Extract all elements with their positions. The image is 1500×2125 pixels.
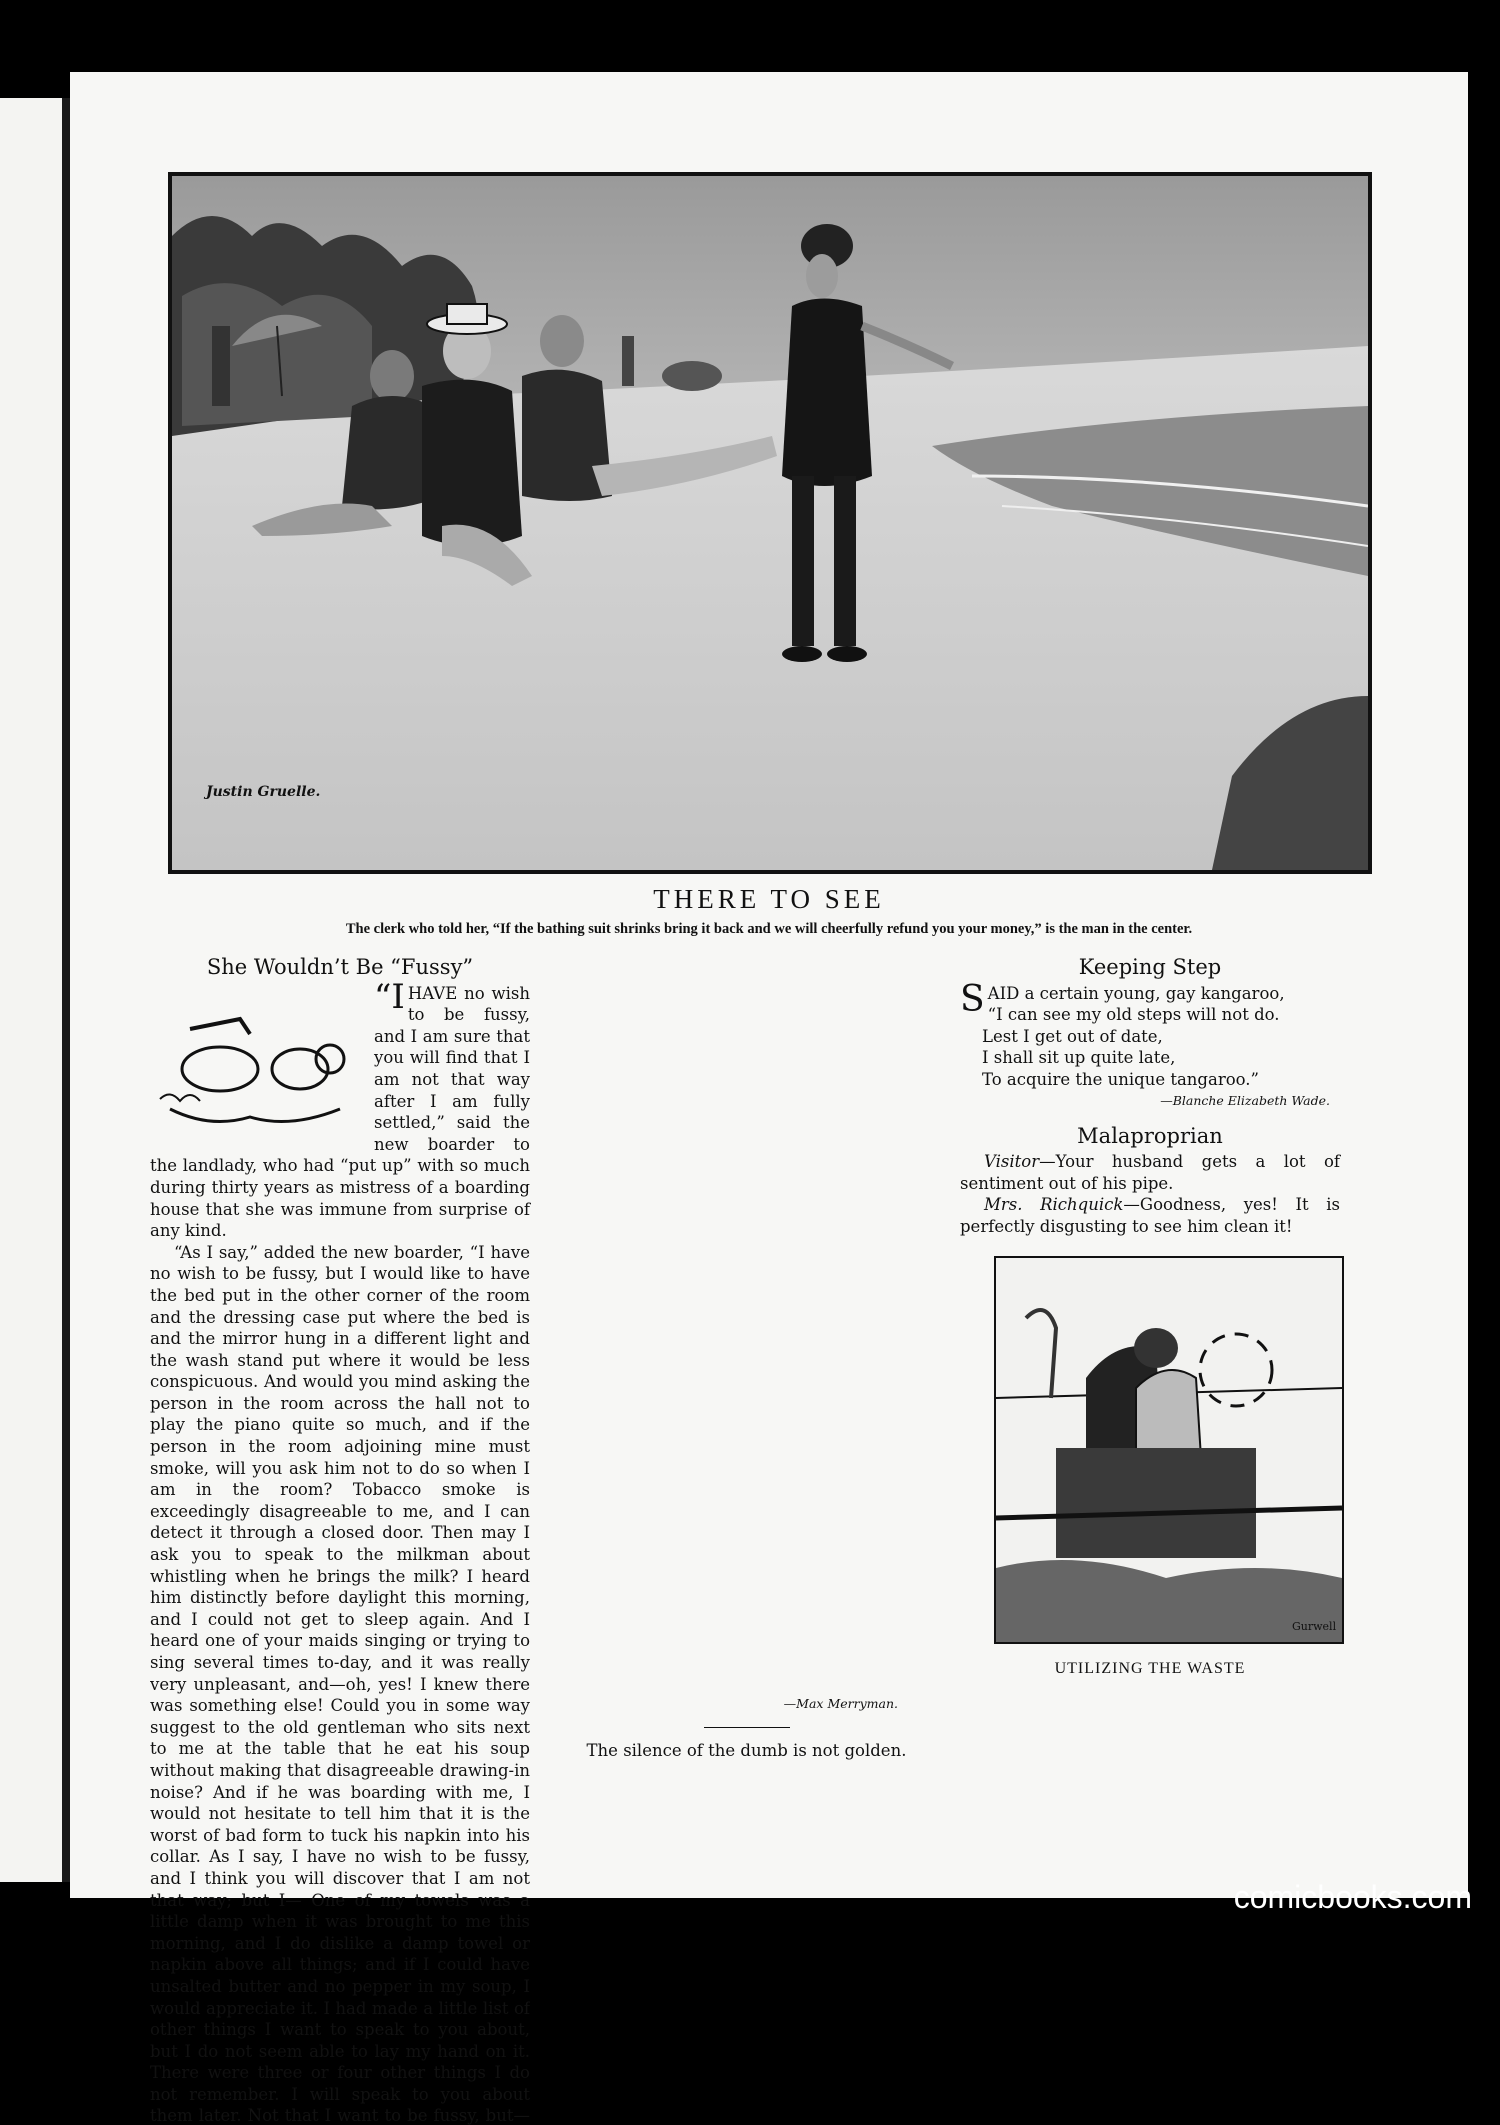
poem-line: “I can see my old steps will not do. bbox=[987, 1005, 1280, 1025]
joke-dialog bbox=[960, 1151, 1340, 1237]
beach-scene-drawing bbox=[172, 176, 1368, 870]
poem-line: I shall sit up quite late, bbox=[982, 1048, 1176, 1068]
artist-signature: Justin Gruelle. bbox=[206, 784, 321, 800]
poem-byline: —Blanche Elizabeth Wade. bbox=[1160, 1093, 1330, 1109]
joke-heading: Malaproprian bbox=[1077, 1123, 1223, 1148]
filler-line: The silence of the dumb is not golden. bbox=[586, 1740, 907, 1760]
section-rule bbox=[704, 1727, 790, 1728]
lying-man-cartoon bbox=[150, 989, 366, 1151]
speaker-visitor: Visitor bbox=[984, 1152, 1040, 1172]
couple-sketch bbox=[996, 1258, 1342, 1642]
speaker-mrs-richquick: Mrs. Richquick bbox=[984, 1195, 1124, 1215]
poem-dropcap: S bbox=[960, 978, 985, 1020]
book-spine bbox=[62, 98, 70, 1882]
article-column-3 bbox=[960, 957, 1340, 1679]
article-column-1 bbox=[150, 957, 530, 2125]
joke-line-2: —Goodness, yes! It is perfectly disgusting to see him clean it! bbox=[960, 1195, 1340, 1236]
poem-line: AID a certain young, gay kangaroo, bbox=[987, 983, 1285, 1003]
beach-illustration bbox=[168, 172, 1372, 874]
reclining-figure-sketch bbox=[150, 989, 366, 1139]
article-byline: —Max Merryman. bbox=[783, 1696, 898, 1711]
illustration-title: THERE TO SEE bbox=[653, 884, 885, 914]
article-paragraph-2: “As I say,” added the new boarder, “I have no wish to be fussy, but I would like to have the bed put in the other corner of the room and the dressing case put where the bed is and the mirror hung in a different light and the wash stand put where it would be less conspicuous. And would you mind asking the person in the room across the hall not to play the piano quite so much, and if the person in the room adjoining mine must smoke, will you ask him not to do so when I am in the room? Tobacco smoke is exceedingly disagreeable to me, and I can detect it through a closed door. Then may I ask you to speak to the milkman about whistling when he brings the milk? I heard him distinctly before daylight this morning, and I could not get to sleep again. And I heard one of your maids singing or trying to sing several times to-day, and it was really very unpleasant, and—oh, yes! I knew there was something else! Could you in some way suggest to the old gentleman who sits next to me at the table that he eat his soup without making that disagreeable drawing-in noise? And if he was boarding with me, I would not hesitate to tell him that it is the worst of bad form to tuck his napkin into his collar. As I say, I have no wish to be fussy, and I think you will discover that I am not that way; but I— One of my towels was a little damp when it was brought to me this morning, and I do dislike a damp towel or napkin above all things; and if I could have unsalted butter and no pepper in my soup, I would appreciate it. I had made a little list of other things I want to speak to you about, but I do not seem able to lay my hand on it. There were three or four other things I do not remember. I will speak to you about them later. Not that I want to be fussy, but— bbox=[150, 1242, 530, 2125]
left-page-edge bbox=[0, 98, 64, 1882]
cartoon-signature: Gurwell bbox=[1292, 1619, 1337, 1633]
lead-quote: “I bbox=[374, 976, 405, 1017]
couple-on-fence-cartoon bbox=[994, 1256, 1344, 1644]
joke-line-1: —Your husband gets a lot of sentiment out of his pipe. bbox=[960, 1152, 1340, 1193]
article-heading: She Wouldn’t Be “Fussy” bbox=[206, 955, 474, 979]
article-paragraph-1: HAVE no wish to be fussy, and I am sure that you will find that I am not that way after I am fully settled,” said the new boarder to the landlady, who had “put up” with so much during thirty years as mistress of a boarding house that she was immune from surprise of any kind. bbox=[150, 983, 530, 1241]
limerick bbox=[960, 978, 1340, 1112]
article-column-2 bbox=[555, 957, 938, 1761]
article-paragraph-2-continued bbox=[555, 957, 938, 1691]
poem-heading: Keeping Step bbox=[1078, 955, 1222, 979]
site-watermark: comicbooks.com bbox=[1233, 1879, 1472, 1915]
illustration-caption: The clerk who told her, “If the bathing suit shrinks bring it back and we will cheerfully refund you your money,” is the man in the center. bbox=[345, 921, 1193, 937]
poem-line: Lest I get out of date, bbox=[982, 1026, 1163, 1046]
poem-line: To acquire the unique tangaroo.” bbox=[982, 1069, 1259, 1089]
cartoon-caption: UTILIZING THE WASTE bbox=[1054, 1659, 1246, 1677]
magazine-page bbox=[70, 72, 1468, 2125]
